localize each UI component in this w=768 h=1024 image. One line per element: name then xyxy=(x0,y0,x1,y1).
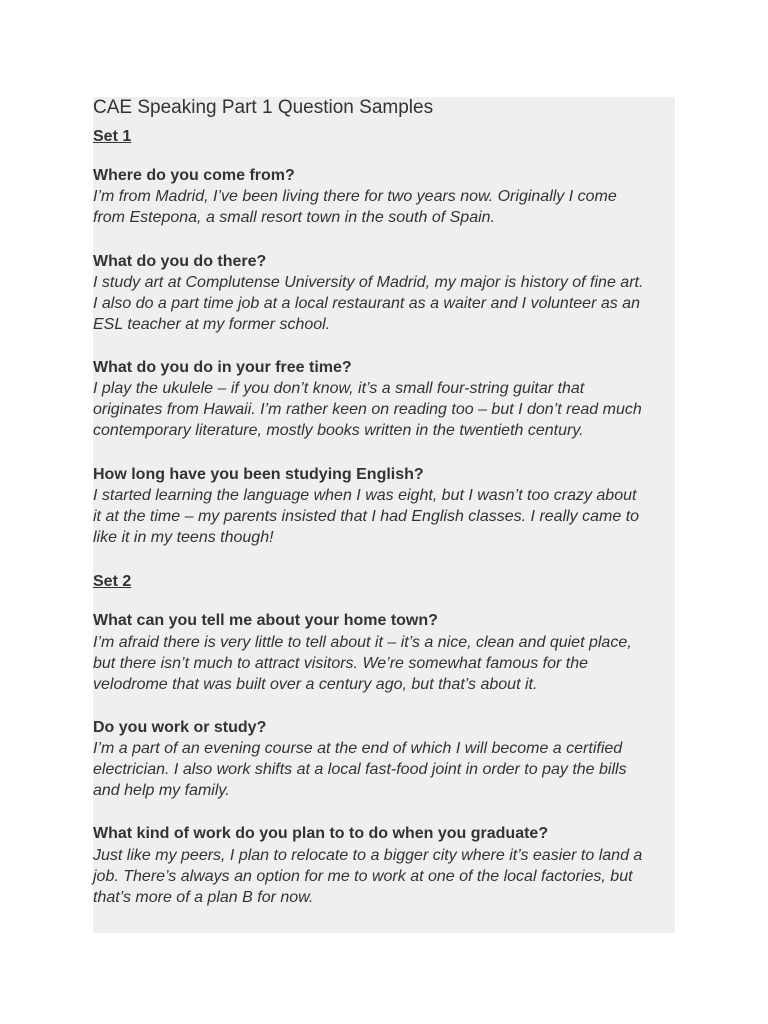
answer-1-line-2: from Estepona, a small resort town in the south of Spain. xyxy=(93,209,495,226)
set-2-heading: Set 2 xyxy=(93,573,132,590)
answer-4-line-2: it at the time – my parents insisted that I had English classes. I really came to xyxy=(93,508,640,525)
answer-7-line-2: job. There’s always an option for me to work at one of the local factories, but xyxy=(93,868,633,885)
answer-4-line-1: I started learning the language when I was eight, but I wasn’t too crazy about xyxy=(93,487,637,504)
answer-3-line-2: originates from Hawaii. I’m rather keen on reading too – but I don’t read much xyxy=(93,401,642,418)
answer-7-line-1: Just like my peers, I plan to relocate to a bigger city where it’s easier to land a xyxy=(93,847,643,864)
answer-5-line-1: I’m afraid there is very little to tell about it – it’s a nice, clean and quiet place, xyxy=(93,634,632,651)
answer-6-line-2: electrician. I also work shifts at a local fast-food joint in order to pay the bills xyxy=(93,761,627,778)
answer-2-line-3: ESL teacher at my former school. xyxy=(93,316,331,333)
question-1: Where do you come from? xyxy=(93,167,295,184)
answer-6-line-1: I’m a part of an evening course at the end of which I will become a certified xyxy=(93,740,623,757)
document-title: CAE Speaking Part 1 Question Samples xyxy=(93,97,434,118)
answer-6-line-3: and help my family. xyxy=(93,782,230,799)
answer-2-line-1: I study art at Complutense University of Madrid, my major is history of fine art. xyxy=(93,274,644,291)
question-4: How long have you been studying English? xyxy=(93,466,424,483)
question-7: What kind of work do you plan to to do when you graduate? xyxy=(93,825,549,842)
answer-4-line-3: like it in my teens though! xyxy=(93,529,274,546)
question-6: Do you work or study? xyxy=(93,719,267,736)
answer-3-line-3: contemporary literature, mostly books written in the twentieth century. xyxy=(93,422,584,439)
answer-1-line-1: I’m from Madrid, I’ve been living there for two years now. Originally I come xyxy=(93,188,617,205)
answer-2-line-2: I also do a part time job at a local restaurant as a waiter and I volunteer as an xyxy=(93,295,640,312)
question-2: What do you do there? xyxy=(93,253,267,270)
answer-3-line-1: I play the ukulele – if you don’t know, it’s a small four-string guitar that xyxy=(93,380,585,397)
question-3: What do you do in your free time? xyxy=(93,359,352,376)
set-1-heading: Set 1 xyxy=(93,128,132,145)
answer-5-line-3: velodrome that was built over a century ago, but that’s about it. xyxy=(93,676,538,693)
answer-5-line-2: but there isn’t much to attract visitors. We’re somewhat famous for the xyxy=(93,655,589,672)
answer-7-line-3: that’s more of a plan B for now. xyxy=(93,889,314,906)
question-5: What can you tell me about your home town? xyxy=(93,612,438,629)
